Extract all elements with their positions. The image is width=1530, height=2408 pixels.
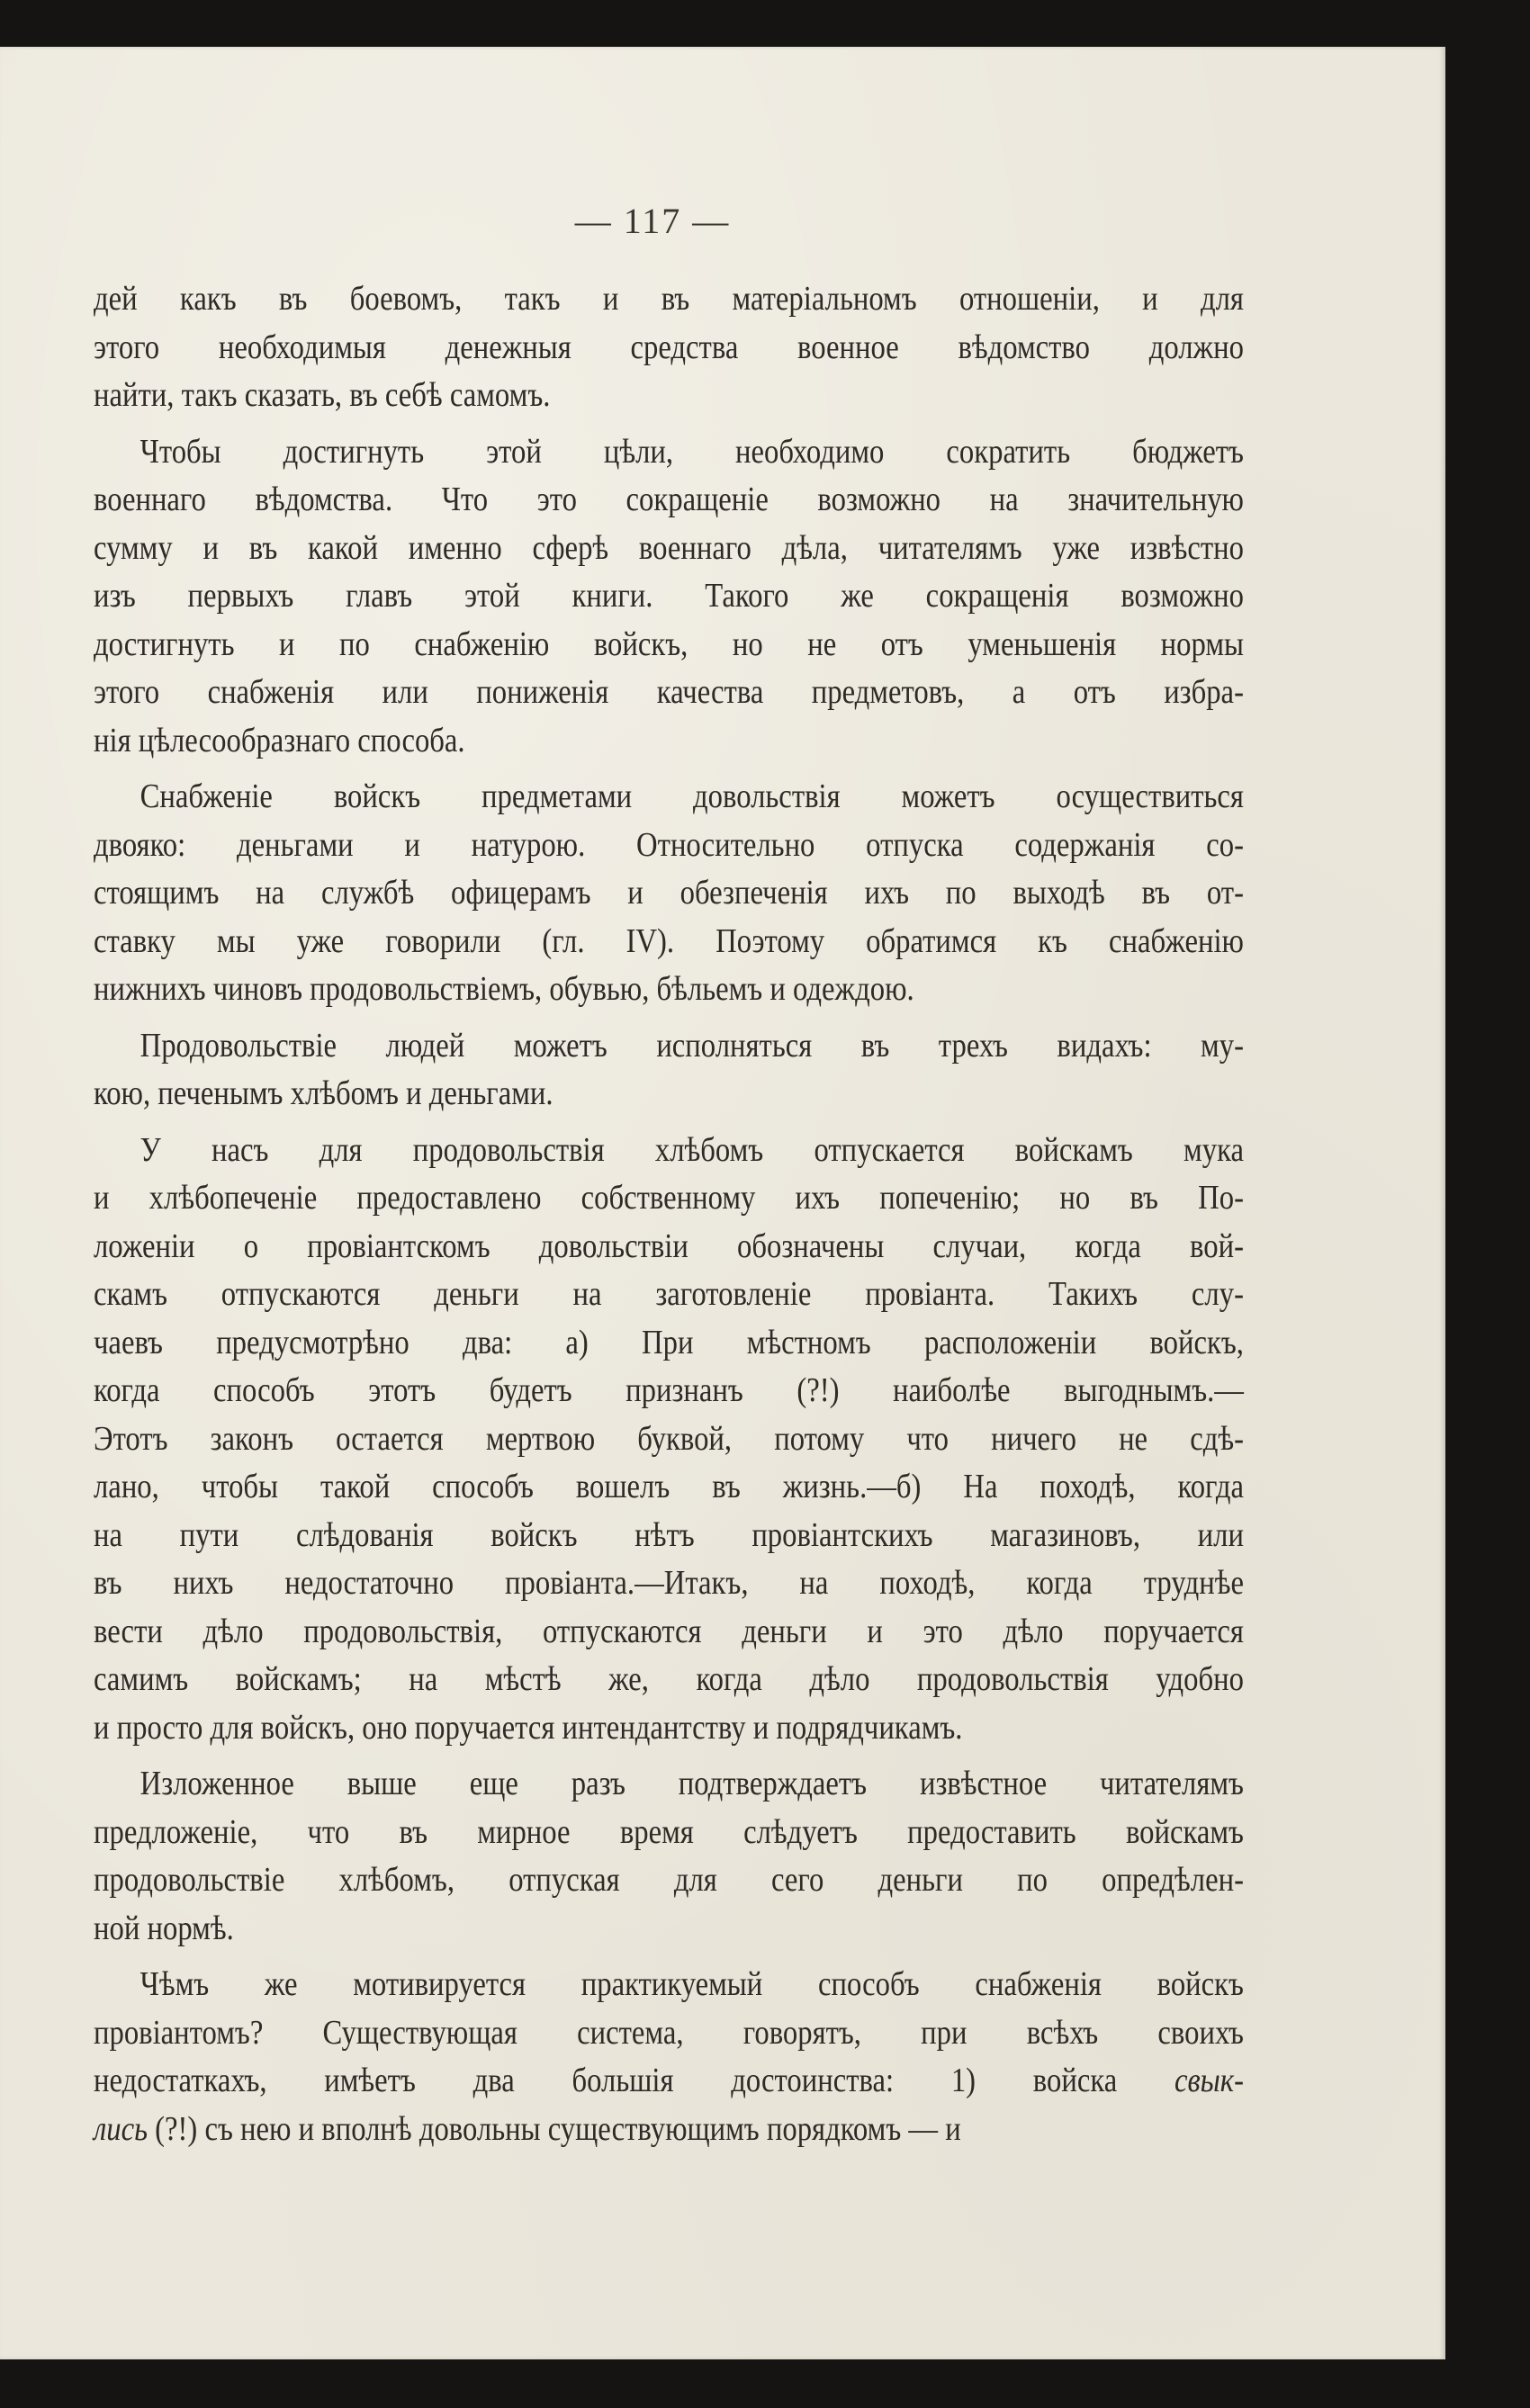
paragraph: [94, 773, 1244, 1014]
text-line: предложеніе, что въ мирное время слѣдуетъ предоставить войскамъ: [94, 1812, 1244, 1851]
paragraph: [94, 1961, 1244, 2153]
text-line: Этотъ законъ остается мертвою буквой, потому что ничего не сдѣ-: [94, 1419, 1244, 1458]
book-page: [0, 47, 1445, 2359]
text-line: ложеніи о провіантскомъ довольствіи обозначены случаи, когда вой-: [94, 1226, 1244, 1265]
italic-word: свык-: [1174, 2062, 1244, 2099]
text-line: недостаткахъ, имѣетъ два большія достоинства: 1) войска свык-: [94, 2062, 1244, 2099]
page-number: — 117 —: [574, 201, 731, 241]
text-line: Изложенное выше еще разъ подтверждаетъ извѣстное читателямъ: [140, 1765, 1244, 1802]
text-line: лись (?!) съ нею и вполнѣ довольны существующимъ порядкомъ — и: [94, 2109, 961, 2148]
text-line: когда способъ этотъ будетъ признанъ (?!) наиболѣе выгоднымъ.—: [94, 1371, 1244, 1409]
text-line: вести дѣло продовольствія, отпускаются деньги и это дѣло поручается: [94, 1612, 1244, 1650]
text-line: нижнихъ чиновъ продовольствіемъ, обувью, бѣльемъ и одеждою.: [94, 970, 914, 1008]
text-line: и хлѣбопеченіе предоставлено собственному ихъ попеченію; но въ По-: [94, 1179, 1244, 1217]
text-line: нія цѣлесообразнаго способа.: [94, 721, 465, 759]
text-line: самимъ войскамъ; на мѣстѣ же, когда дѣло продовольствія удобно: [94, 1660, 1244, 1698]
text-body: [94, 275, 1244, 2153]
text-line: сумму и въ какой именно сферѣ военнаго дѣла, читателямъ уже извѣстно: [94, 528, 1244, 567]
text-line: ной нормѣ.: [94, 1909, 234, 1947]
text-line: Снабженіе войскъ предметами довольствія можетъ осуществиться: [140, 777, 1244, 815]
page-text: [94, 275, 1244, 2161]
text-line: ставку мы уже говорили (гл. IV). Поэтому обратимся къ снабженію: [94, 921, 1244, 960]
text-line: Чтобы достигнуть этой цѣли, необходимо сократить бюджетъ: [140, 432, 1244, 471]
text-line: на пути слѣдованія войскъ нѣтъ провіантскихъ магазиновъ, или: [94, 1515, 1244, 1554]
paragraph: [94, 1022, 1244, 1119]
text-line: и просто для войскъ, оно поручается интендантству и подрядчикамъ.: [94, 1708, 963, 1747]
text-line: лано, чтобы такой способъ вошелъ въ жизнь.—б) На походѣ, когда: [94, 1468, 1244, 1505]
text-line: чаевъ предусмотрѣно два: а) При мѣстномъ расположеніи войскъ,: [94, 1323, 1244, 1361]
text-line: стоящимъ на службѣ офицерамъ и обезпеченія ихъ по выходѣ въ от-: [94, 874, 1244, 912]
text-line: Продовольствіе людей можетъ исполняться въ трехъ видахъ: му-: [140, 1026, 1244, 1065]
text-line: въ нихъ недостаточно провіанта.—Итакъ, на походѣ, когда труднѣе: [94, 1564, 1244, 1602]
text-line: продовольствіе хлѣбомъ, отпуская для сего деньги по опредѣлен-: [94, 1861, 1244, 1899]
paragraph: [94, 428, 1244, 766]
text-line: этого необходимыя денежныя средства военное вѣдомство должно: [94, 328, 1244, 366]
text-line: двояко: деньгами и натурою. Относительно отпуска содержанія со-: [94, 825, 1244, 864]
paragraph: [94, 1760, 1244, 1953]
text-line: военнаго вѣдомства. Что это сокращеніе возможно на значительную: [94, 481, 1244, 518]
text-line: У насъ для продовольствія хлѣбомъ отпускается войскамъ мука: [140, 1130, 1244, 1169]
text-line: скамъ отпускаются деньги на заготовленіе провіанта. Такихъ слу-: [94, 1275, 1244, 1313]
text-line: достигнуть и по снабженію войскъ, но не отъ уменьшенія нормы: [94, 624, 1244, 663]
paragraph: [94, 1127, 1244, 1753]
paragraph: [94, 275, 1244, 420]
text-line: дей какъ въ боевомъ, такъ и въ матеріальномъ отношеніи, и для: [94, 280, 1244, 318]
text-line: найти, такъ сказать, въ себѣ самомъ.: [94, 376, 551, 414]
italic-word: лись: [94, 2109, 148, 2148]
text-line: провіантомъ? Существующая система, говорятъ, при всѣхъ своихъ: [94, 2013, 1244, 2052]
text-line: этого снабженія или пониженія качества предметовъ, а отъ избра-: [94, 673, 1244, 711]
text-line: кою, печенымъ хлѣбомъ и деньгами.: [94, 1074, 554, 1112]
text-line: Чѣмъ же мотивируется практикуемый способъ снабженія войскъ: [140, 1965, 1244, 2003]
text-line: изъ первыхъ главъ этой книги. Такого же сокращенія возможно: [94, 577, 1244, 615]
